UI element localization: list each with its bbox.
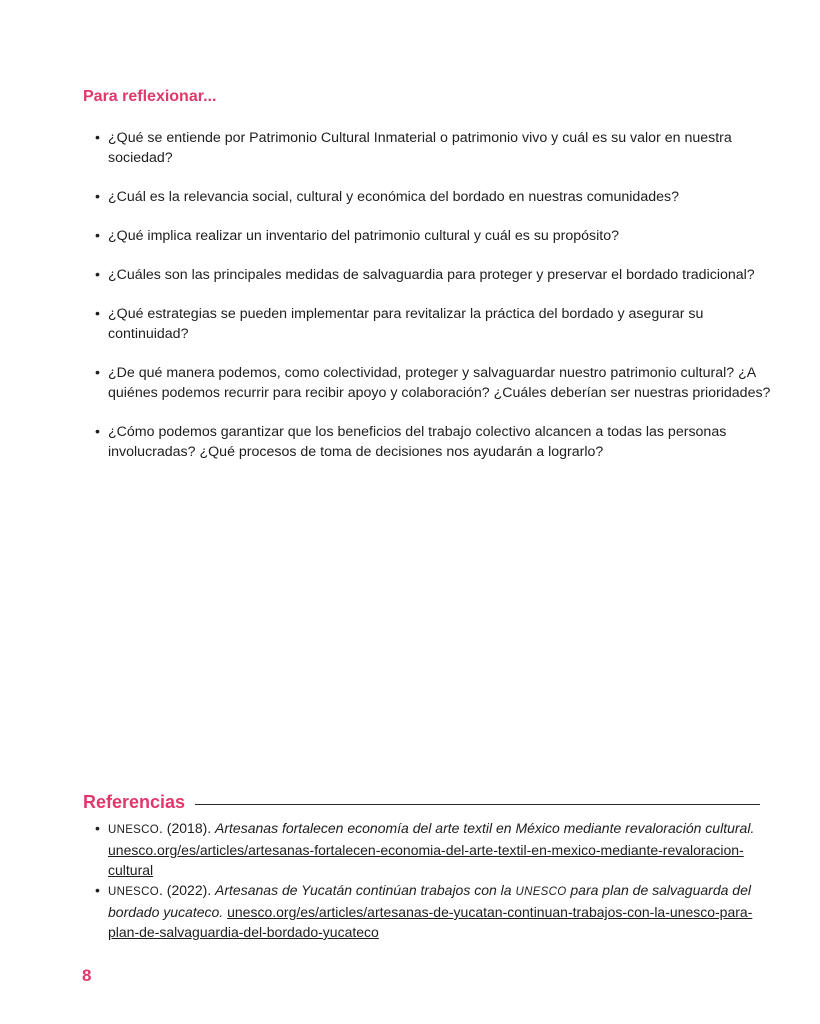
question-text: ¿Qué se entiende por Patrimonio Cultural Inmaterial o patrimonio vivo y cuál es su valor en nuestra sociedad? xyxy=(108,130,732,166)
references-title: Referencias xyxy=(83,792,186,812)
reflection-questions-list xyxy=(95,128,775,481)
page-number: 8 xyxy=(82,966,92,985)
reference-item xyxy=(95,880,760,942)
question-text: ¿De qué manera podemos, como colectividad, proteger y salvaguardar nuestro patrimonio cultural? ¿A quiénes podemos recurrir para recibir apoyo y colaboración? ¿Cuáles deberían ser nuestras prioridades? xyxy=(108,365,771,401)
bullet-icon: • xyxy=(95,882,100,898)
list-item xyxy=(95,187,775,207)
bullet-icon: • xyxy=(95,189,100,205)
references-divider xyxy=(195,804,760,805)
bullet-icon: • xyxy=(95,306,100,322)
question-text: ¿Cómo podemos garantizar que los beneficios del trabajo colectivo alcancen a todas las personas involucradas? ¿Qué procesos de toma de decisiones nos ayudarán a lograrlo? xyxy=(108,424,727,460)
list-item xyxy=(95,265,775,285)
reference-title: Artesanas de Yucatán continúan trabajos con la xyxy=(215,882,516,898)
question-text: ¿Cuáles son las principales medidas de salvaguardia para proteger y preservar el bordado tradicional? xyxy=(108,267,755,283)
reference-author: UNESCO xyxy=(108,886,160,898)
reference-link[interactable]: unesco.org/es/articles/artesanas-de-yucatan-continuan-trabajos-con-la-unesco-para-plan-de-salvaguardia-del-bordado-yucateco xyxy=(108,904,753,940)
reference-title: para plan de salvaguarda del bordado yucateco. xyxy=(108,882,751,920)
section-title: Para reflexionar... xyxy=(83,88,217,105)
bullet-icon: • xyxy=(95,228,100,244)
reference-year: . (2022). xyxy=(159,882,216,898)
bullet-icon: • xyxy=(95,365,100,381)
question-text: ¿Cuál es la relevancia social, cultural y económica del bordado en nuestras comunidades? xyxy=(108,189,679,205)
reference-title: Artesanas fortalecen economía del arte textil en México mediante revaloración cultural. xyxy=(215,820,755,836)
list-item xyxy=(95,128,775,168)
list-item xyxy=(95,226,775,246)
bullet-icon: • xyxy=(95,130,100,146)
list-item xyxy=(95,422,775,462)
list-item xyxy=(95,304,775,344)
question-text: ¿Qué implica realizar un inventario del patrimonio cultural y cuál es su propósito? xyxy=(108,228,619,244)
reference-title-org: UNESCO xyxy=(515,886,567,898)
bullet-icon: • xyxy=(95,267,100,283)
question-text: ¿Qué estrategias se pueden implementar para revitalizar la práctica del bordado y asegurar su continuidad? xyxy=(108,306,704,342)
reference-item xyxy=(95,818,760,880)
reference-year: . (2018). xyxy=(159,820,216,836)
reference-author: UNESCO xyxy=(108,824,160,836)
reference-link[interactable]: unesco.org/es/articles/artesanas-fortalecen-economia-del-arte-textil-en-mexico-mediante-revaloracion-cultural xyxy=(108,842,744,878)
references-list xyxy=(95,818,760,942)
bullet-icon: • xyxy=(95,820,100,836)
list-item xyxy=(95,363,775,403)
references-header xyxy=(83,792,760,813)
bullet-icon: • xyxy=(95,424,100,440)
